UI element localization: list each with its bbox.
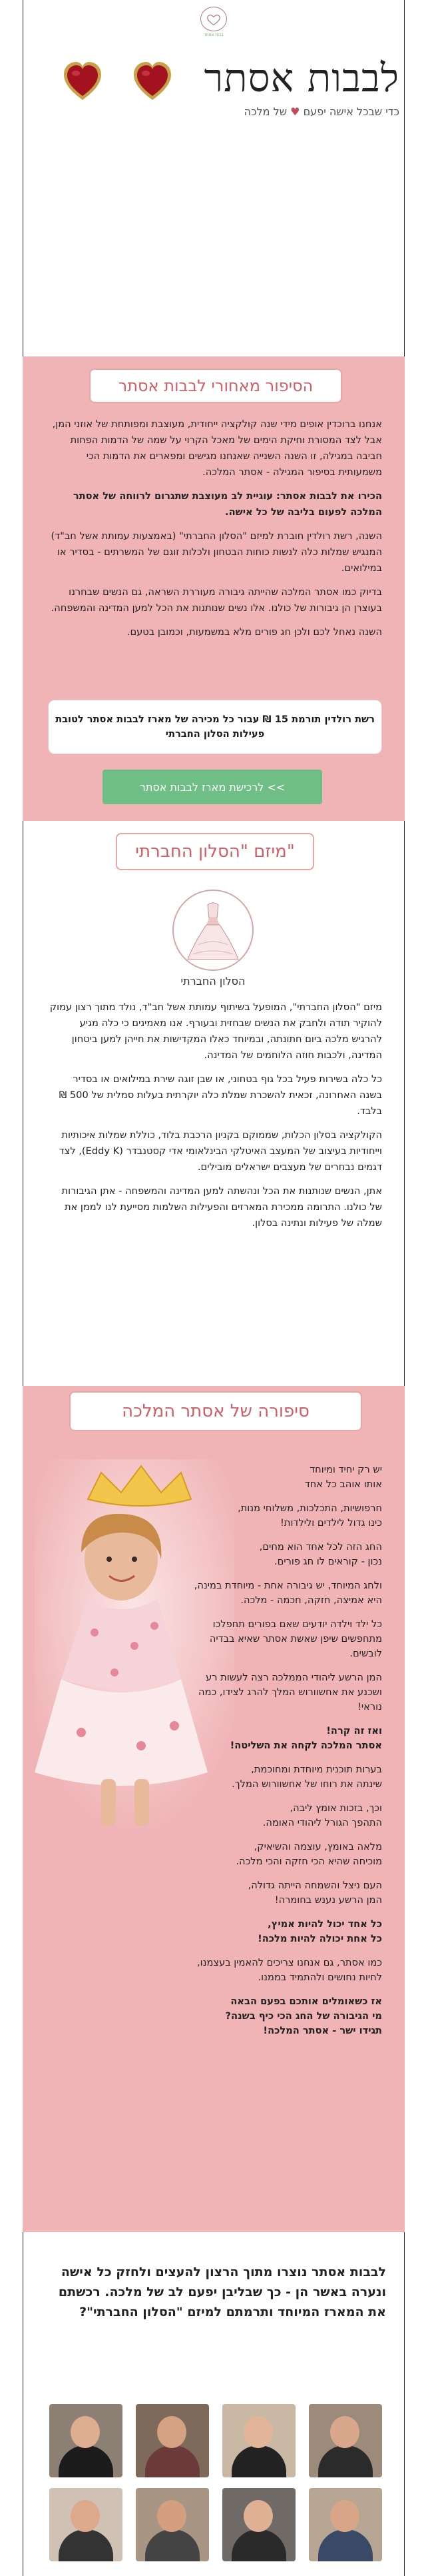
queen-line: כמו אסתר, גם אנחנו צריכים להאמין בעצמנו, לחיות נחושים ולהתמיד בממנו. bbox=[197, 1957, 382, 1983]
person-head bbox=[71, 2416, 100, 2448]
top-logo[interactable] bbox=[200, 7, 227, 37]
gallery-photo bbox=[309, 2404, 382, 2477]
queen-line: ולחג המיוחד, יש גיבורה אחת - מיוחדת במינה, היא אמיצה, חזקה, חכמה - מלכה. bbox=[194, 1580, 382, 1606]
museum-paragraph-2: כל כלה בשירות פעיל בכל גוף בטחוני, או שבן זוגה שירת במילואים או בסדיר בשנה האחרונה, זכאית להשכרת שמלת כלה יוקרתית בעלות סמלית של 500 ₪ בלבד. bbox=[59, 1073, 382, 1117]
person-head bbox=[244, 2416, 273, 2448]
queen-story-section bbox=[23, 1386, 405, 2232]
person-head bbox=[157, 2416, 186, 2448]
heart-cookie-left-icon bbox=[64, 62, 101, 100]
queen-line: חרפושיות, התכלכות, משלוחי מנות, כינו גדול לילדים ולילדות! bbox=[238, 1503, 382, 1529]
person-body bbox=[59, 2529, 113, 2561]
logo-caption: בבות אסתר bbox=[204, 33, 224, 37]
person-head bbox=[157, 2500, 186, 2532]
person-body bbox=[232, 2529, 286, 2561]
museum-paragraph-3: הקולקציה בסלון הכלות, שממוקם בקניון הרכבת בלוד, כוללת שמלות איכותיות וייחודיות בעיצוב של המעצב האיטלקי הבינלאומי אדי קסטנבדר (Eddy K), לצד דגמים נבחרים של מעצבים ישראלים מובילים. bbox=[59, 1129, 382, 1173]
wedding-dress-icon bbox=[172, 890, 254, 971]
heart-cookies bbox=[61, 59, 181, 105]
gallery-photo bbox=[222, 2404, 296, 2477]
queen-line: מלאה באומץ, עוצמה והשיאיק, מוכיחה שהיא הכי חזקה והכי מלכה. bbox=[236, 1841, 382, 1867]
gallery-photo bbox=[136, 2404, 209, 2477]
person-body bbox=[318, 2529, 373, 2561]
subtitle-before: כדי שבכל אישה יפעם bbox=[303, 105, 399, 118]
queen-line: אז כשאומלים אותכם בפעם הבאה מי הגיבורה של החג הכי כיף בשנה? תגידו ישר - אסתר המלכה! bbox=[225, 1996, 382, 2036]
museum-title: מיזם "הסלון החברתי" bbox=[116, 833, 314, 870]
salon-logo bbox=[170, 890, 256, 989]
brand-title: לבבות אסתר bbox=[204, 55, 399, 101]
logo-heart-icon bbox=[200, 7, 227, 31]
queen-line: המן הרשע ליהודי הממלכה רצה לעשות רע ושכנע את אחשוורוש המלך להרג לצידו, כמה נוראי! bbox=[198, 1672, 382, 1712]
person-head bbox=[330, 2500, 359, 2532]
gallery-photo bbox=[49, 2404, 122, 2477]
gallery-photo bbox=[136, 2488, 209, 2561]
story-paragraph-5: השנה נאחל לכם ולכן חג פורים מלא במשמעות, וכמובן בטעם. bbox=[126, 626, 382, 638]
queen-line: ואז זה קרה! אסתר המלכה לקחה את השליטה! bbox=[230, 1725, 382, 1751]
subtitle-after: של מלכה bbox=[244, 105, 288, 118]
story-paragraph-1: אנחנו ברוכדין אופים מידי שנה קולקציה ייחודית, מעוצבת ומפותחת של אוזני המן, אבל לצד המסורת וחיקת הימים של מאכל הקרוי על שמה של הדמות הפחות חביבה במגילה, זו השנה השנייה שאנחנו מגישים ומפארים את הדמות הכי משמעותית בסיפור המגילה - אסתר המלכה. bbox=[52, 418, 382, 478]
person-head bbox=[71, 2500, 100, 2532]
photo-gallery bbox=[49, 2404, 382, 2561]
person-body bbox=[59, 2445, 113, 2477]
donation-note: רשת רולדין תורמת 15 ₪ עבור כל מכירה של מארז לבבות אסתר לטובת פעילות הסלון החברתי bbox=[48, 700, 382, 754]
queen-line: בערות תוכנית מיוחדת ומחוכמת, שינתה את רוחו של אחשוורוש המלך. bbox=[232, 1764, 382, 1790]
small-heart-icon: ♥ bbox=[290, 105, 300, 118]
closing-text: לבבות אסתר נוצרו מתוך הרצון להעצים ולחזק כל אישה ונערה באשר הן - כך שבליבן יפעם לב של מלכה. רכשתם את המארז המיוחד ותרמתם למיזם "הסלון החברתי"? bbox=[58, 2265, 386, 2319]
queen-story-body bbox=[189, 1463, 382, 2048]
story-paragraph-4: בדיוק כמו אסתר המלכה שהייתה גיבורה מעוררת השראה, גם הנשים שבחרנו בעוצרן הן גיבורות של כולנו. אלו נשים שנותנות את הכל למען המדינה והמשפחה. bbox=[51, 586, 382, 614]
queen-story-title: סיפורה של אסתר המלכה bbox=[69, 1391, 362, 1431]
gallery-photo bbox=[49, 2488, 122, 2561]
person-body bbox=[318, 2445, 373, 2477]
museum-paragraph-1: מיזם "הסלון החברתי", המופעל בשיתוף עמותת אשל חב"ד, נולד מתוך רצון עמוק להוקיר תודה ולחבק את הנשים שבחזית ובעורף. אנו מאמינים כי כלה מגיע להרגיש מלכה ביום חתונתה, ובמיוחד כאלו המקדישות את חייהן למען ביטחון המדינה, ולכבות חוזה הלוחמים של המדינה. bbox=[49, 1001, 382, 1061]
buy-package-button[interactable]: לרכישת מארז לבבות אסתר << bbox=[103, 770, 322, 804]
heart-cookie-right-icon bbox=[134, 62, 171, 100]
person-body bbox=[145, 2445, 200, 2477]
salon-logo-caption: הסלון החברתי bbox=[180, 975, 246, 987]
gallery-photo bbox=[222, 2488, 296, 2561]
story-section-title: הסיפור מאחורי לבבות אסתר bbox=[89, 368, 342, 403]
queen-line: וכך, בזכות אומץ ליבה, התהפך הגורל ליהודי האומה. bbox=[262, 1802, 382, 1828]
queen-line: יש רק יחיד ומיוחד אותו אוהב כל אחד bbox=[304, 1464, 382, 1490]
story-paragraph-3: השנה, רשת רולדין חוברת למיזם "הסלון החברתי" (באמצעות עמותת אשל חב"ד) המנגיש שמלות כלה לנשות כוחות הבטחון ולכלות זוגם של המשרתים - בסדיר או במילואים. bbox=[51, 530, 382, 574]
story-paragraph-2: הכירו את לבבות אסתר: עוגיית לב מעוצבת שתגרום לרווחה של אסתר המלכה לפעום בליבה של כל אישה. bbox=[73, 490, 382, 518]
person-head bbox=[330, 2416, 359, 2448]
queen-line: כל ילד וילדה יודעים שאם בפורים תחפלכו מתחפשים שיפן שאשת אסתר שאיא בבדיה לובשים. bbox=[209, 1618, 382, 1659]
brand-block bbox=[186, 55, 399, 135]
person-body bbox=[232, 2445, 286, 2477]
museum-paragraph-4: אתן, הנשים שנותנות את הכל ונהשתה למען המדינה והמשפחה - אתן הגיבורות של כולנו. התרומה ממכירת המארזים והפעילות השלמות מסייעת לנו לממן את שמלה של פעילות ונתינה בסלון. bbox=[61, 1185, 382, 1229]
story-section-body bbox=[49, 416, 382, 648]
brand-subtitle bbox=[186, 105, 399, 118]
museum-body bbox=[49, 999, 382, 1239]
queen-line: כל אחד יכול להיות אמיץ, כל אחת יכולה להיות מלכה! bbox=[258, 1918, 382, 1944]
person-head bbox=[244, 2500, 273, 2532]
queen-line: החג הזה לכל אחד הוא מחים, נכון - קוראים לו חג פורים. bbox=[259, 1541, 382, 1567]
queen-line: העם ניצל והשמחה הייתה גדולה, המן הרשע נענש בחומרה! bbox=[248, 1880, 382, 1906]
person-body bbox=[145, 2529, 200, 2561]
gallery-photo bbox=[309, 2488, 382, 2561]
story-section bbox=[23, 356, 405, 821]
